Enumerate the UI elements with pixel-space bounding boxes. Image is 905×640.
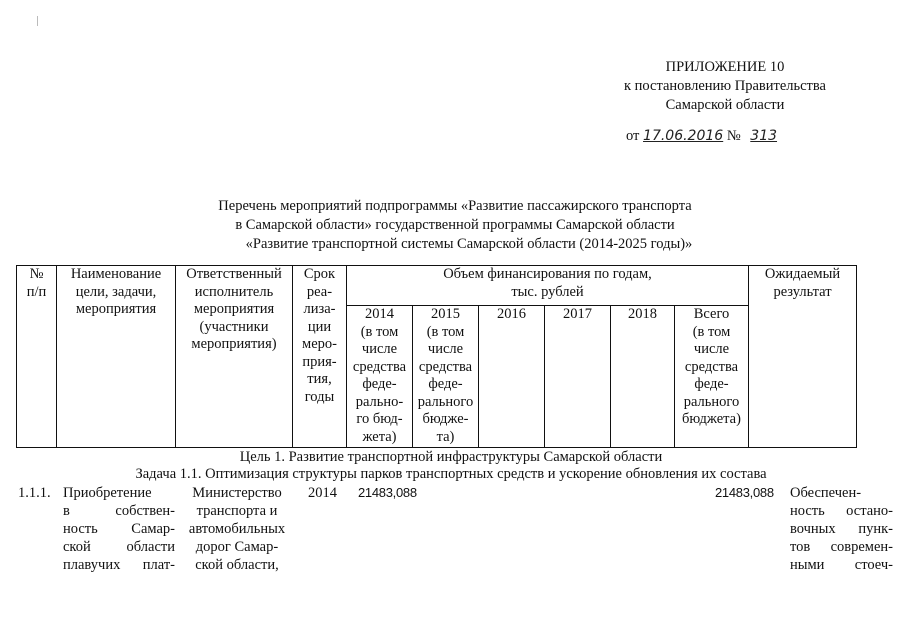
appendix-header: [560, 58, 890, 115]
header-name: Наименование цели, задачи, мероприятия: [57, 266, 176, 448]
header-num: № п/п: [17, 266, 57, 448]
header-executor: Ответственный исполнитель мероприятия (участники мероприятия): [176, 266, 293, 448]
decree-number: 313: [750, 128, 778, 144]
header-funding: Объем финансирования по годам, тыс. рублей: [347, 266, 749, 306]
appendix-title: ПРИЛОЖЕНИЕ 10: [665, 59, 785, 75]
row-number: 1.1.1.: [18, 485, 51, 501]
header-year-2014: 2014 (в том числе средства феде- рально- го бюд- жета): [347, 306, 413, 448]
result-text: Обеспечен- ность остано- вочных пунк- тов современ- ными стоеч-: [790, 485, 893, 573]
header-year-2017: 2017: [545, 306, 611, 448]
header-year-2018: 2018: [611, 306, 675, 448]
decree-date-number: [626, 128, 791, 145]
value-total: 21483,088: [715, 485, 774, 500]
measures-table: [16, 265, 857, 448]
header-result: Ожидаемый результат: [749, 266, 857, 448]
executor-text: Министерство транспорта и автомобильных дорог Самар- ской области,: [188, 485, 286, 573]
goal-heading: Цель 1. Развитие транспортной инфраструктуры Самарской области: [239, 449, 663, 465]
document-title: [150, 197, 760, 254]
scan-mark: [37, 16, 38, 26]
header-total: Всего (в том числе средства феде- рального бюджета): [675, 306, 749, 448]
header-year-2015: 2015 (в том числе средства феде- рального бюдже- та): [413, 306, 479, 448]
row-year: 2014: [308, 485, 337, 501]
appendix-line: к постановлению Правительства: [624, 78, 826, 94]
decree-prefix: от: [626, 128, 640, 144]
decree-number-label: №: [726, 128, 741, 144]
header-term: Срок реа- лиза- ции меро- прия- тия, годы: [293, 266, 347, 448]
title-line: Перечень мероприятий подпрограммы «Развитие пассажирского транспорта: [218, 198, 692, 214]
title-line: «Развитие транспортной системы Самарской области (2014-2025 годы)»: [245, 236, 693, 252]
title-line: в Самарской области» государственной программы Самарской области: [235, 217, 675, 233]
task-heading: Задача 1.1. Оптимизация структуры парков транспортных средств и ускорение обновления их состава: [135, 466, 767, 482]
decree-date: 17.06.2016: [643, 128, 724, 144]
value-2014: 21483,088: [358, 485, 417, 500]
header-year-2016: 2016: [479, 306, 545, 448]
measure-text: Приобретение в собствен- ность Самар- ской области плавучих плат-: [63, 485, 175, 573]
appendix-line: Самарской области: [665, 97, 785, 113]
